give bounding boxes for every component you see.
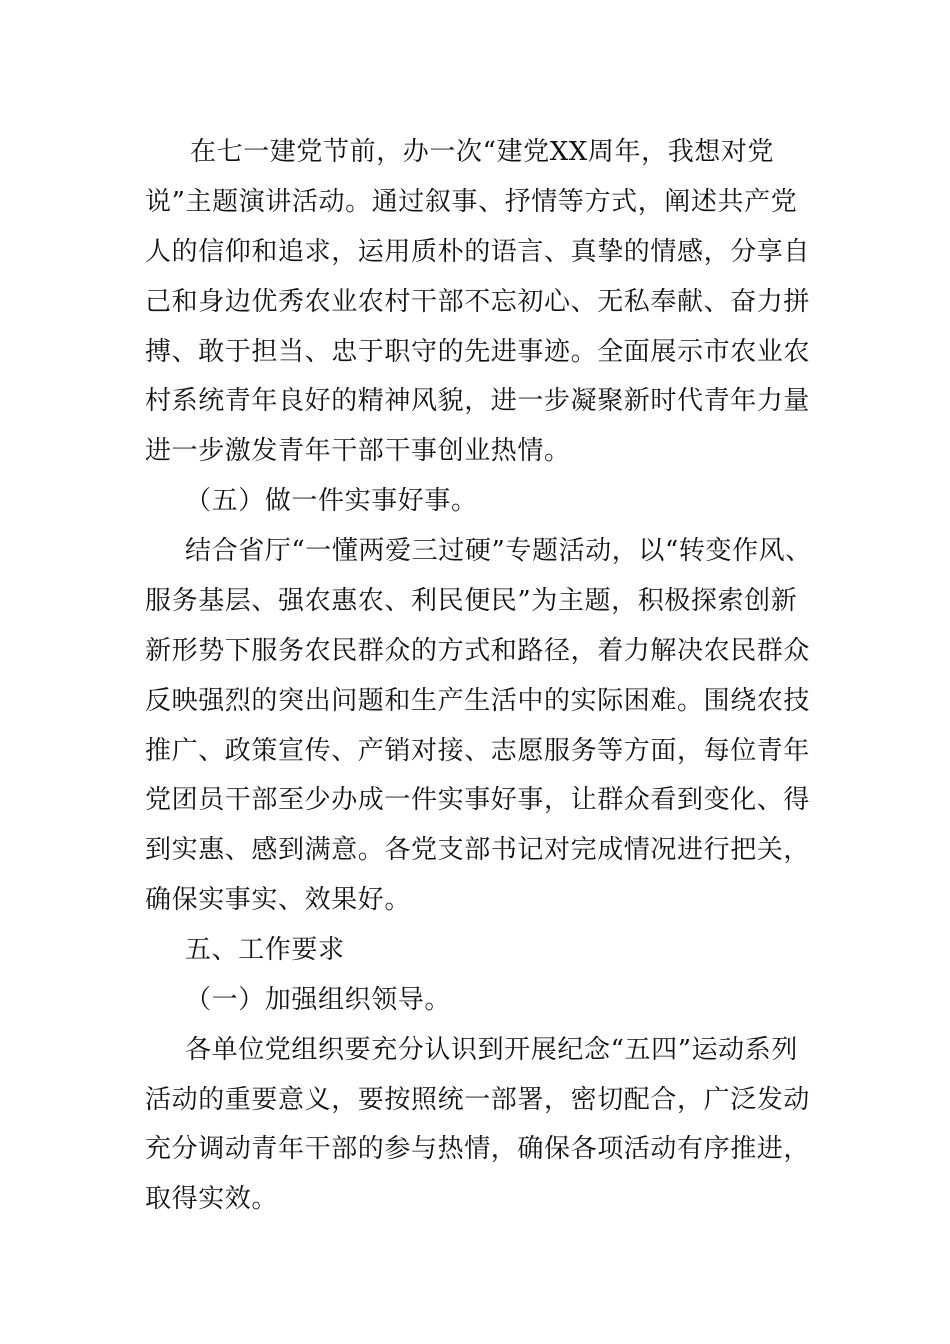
paragraph-line: 己和身边优秀农业农村干部不忘初心、无私奉献、奋力拼 — [145, 287, 811, 317]
paragraph-line: 取得实效。 — [145, 1184, 279, 1214]
paragraph-line: 在七一建党节前，办一次“建党XX周年，我想对党 — [190, 137, 775, 167]
paragraph-line: 人的信仰和追求，运用质朴的语言、真挚的情感，分享自 — [145, 237, 811, 267]
paragraph-line: 服务基层、强农惠农、利民便民”为主题，积极探索创新 — [145, 586, 798, 616]
paragraph-line: 新形势下服务农民群众的方式和路径，着力解决农民群众 — [145, 636, 811, 666]
paragraph-line: 说”主题演讲活动。通过叙事、抒情等方式，阐述共产党 — [145, 187, 798, 217]
section-heading: 五、工作要求 — [185, 935, 345, 965]
paragraph-line: 充分调动青年干部的参与热情，确保各项活动有序推进， — [145, 1134, 811, 1164]
section-heading: （五）做一件实事好事。 — [185, 486, 478, 516]
paragraph-line: 到实惠、感到满意。各党支部书记对完成情况进行把关， — [145, 835, 811, 865]
subsection-heading: （一）加强组织领导。 — [185, 985, 452, 1015]
paragraph-line: 搏、敢于担当、忠于职守的先进事迹。全面展示市农业农 — [145, 337, 811, 367]
paragraph-line: 活动的重要意义，要按照统一部署，密切配合，广泛发动 — [145, 1085, 811, 1115]
paragraph-line: 村系统青年良好的精神风貌，进一步凝聚新时代青年力量 — [145, 386, 811, 416]
paragraph-line: 反映强烈的突出问题和生产生活中的实际困难。围绕农技 — [145, 686, 811, 716]
paragraph-line: 党团员干部至少办成一件实事好事，让群众看到变化、得 — [145, 785, 811, 815]
paragraph-line: 结合省厅“一懂两爱三过硬”专题活动，以“转变作风、 — [185, 536, 812, 566]
paragraph-line: 推广、政策宣传、产销对接、志愿服务等方面，每位青年 — [145, 736, 811, 766]
paragraph-line: 确保实事实、效果好。 — [145, 885, 412, 915]
paragraph-line: 各单位党组织要充分认识到开展纪念“五四”运动系列 — [185, 1035, 798, 1065]
paragraph-line: 进一步激发青年干部干事创业热情。 — [145, 436, 571, 466]
